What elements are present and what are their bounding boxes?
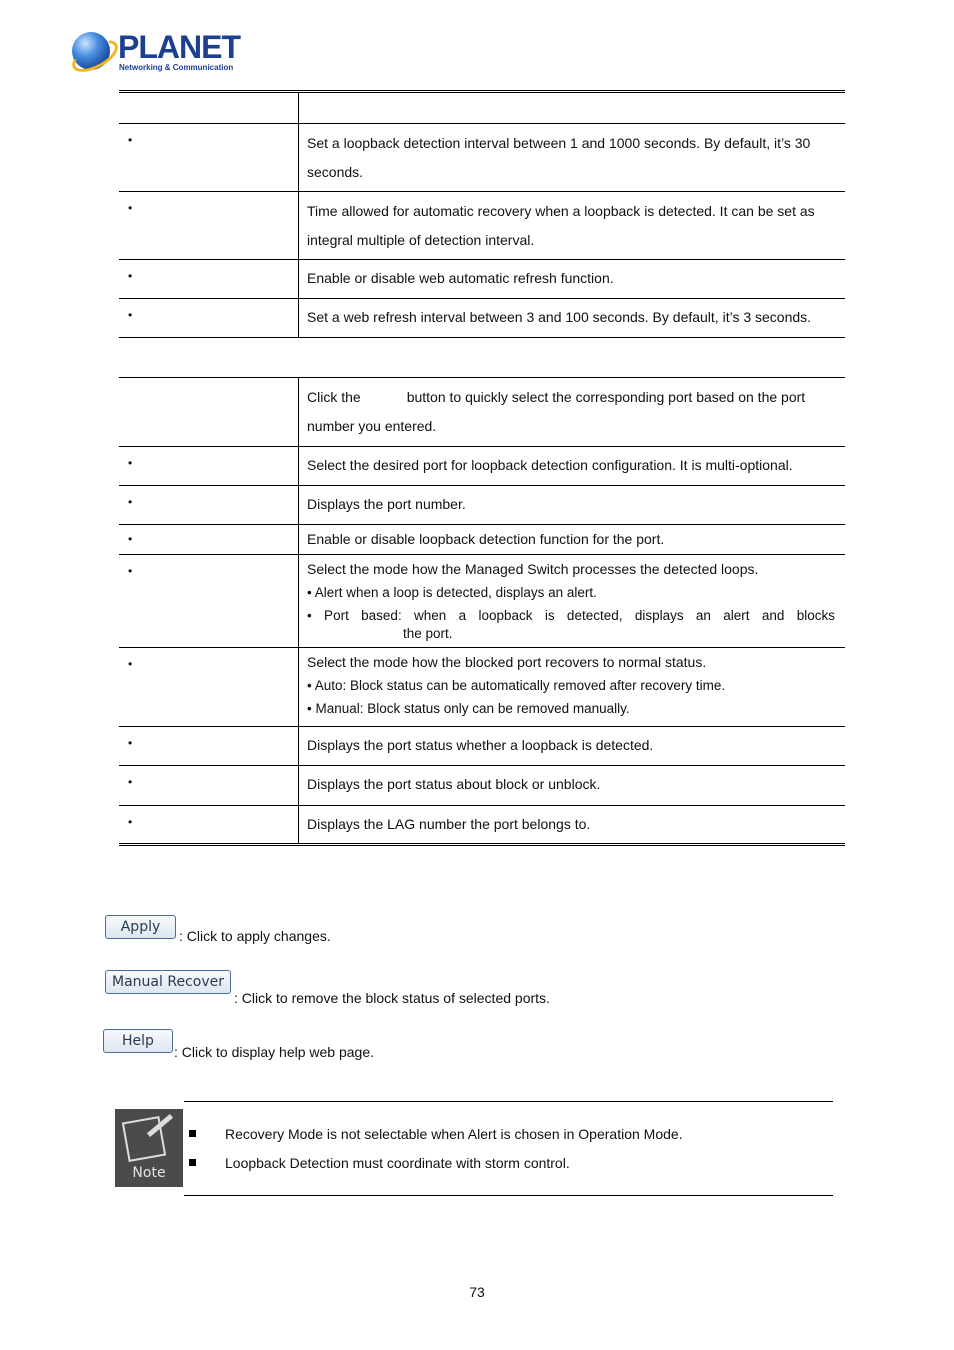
recovery-mode-text: Select the mode how the blocked port recovers to normal status. <box>307 654 707 670</box>
description-cell: Select the desired port for loopback detection configuration. It is multi-optional. <box>299 447 846 486</box>
operation-mode-port-based: • Port based: when a loopback is detected, displays an alert and blocks <box>307 608 835 623</box>
description-cell <box>299 92 846 124</box>
help-button-desc: : Click to display help web page. <box>174 1044 374 1060</box>
object-cell <box>119 806 299 845</box>
table-row <box>119 299 845 338</box>
description-cell <box>299 555 846 648</box>
operation-mode-port-based-cont: the port. <box>403 626 453 641</box>
bullet: • <box>128 133 133 147</box>
help-button[interactable]: Help <box>103 1029 173 1053</box>
table-row <box>119 766 845 806</box>
recovery-mode-auto: • Auto: Block status can be automatically removed after recovery time. <box>307 678 726 693</box>
page-number: 73 <box>469 1284 485 1300</box>
table-row <box>119 486 845 525</box>
description-cell: Time allowed for automatic recovery when a loopback is detected. It can be set as integral multiple of detection interval. <box>299 192 846 260</box>
manual-recover-button-desc: : Click to remove the block status of selected ports. <box>234 990 550 1006</box>
note-box <box>184 1101 833 1196</box>
description-cell: Set a loopback detection interval between 1 and 1000 seconds. By default, it’s 30 seconds. <box>299 124 846 192</box>
description-cell: Set a web refresh interval between 3 and 100 seconds. By default, it’s 3 seconds. <box>299 299 846 338</box>
table-row <box>119 124 845 192</box>
table-row <box>119 555 845 648</box>
apply-button[interactable]: Apply <box>105 915 176 939</box>
description-cell: Displays the port number. <box>299 486 846 525</box>
square-bullet-icon <box>189 1159 196 1166</box>
description-cell: Displays the port status about block or unblock. <box>299 766 846 806</box>
table-row <box>119 727 845 766</box>
description-cell: Displays the LAG number the port belongs to. <box>307 816 591 832</box>
square-bullet-icon <box>189 1130 196 1137</box>
table-row <box>119 447 845 486</box>
description-cell: Displays the port status whether a loopback is detected. <box>299 727 846 766</box>
select-text-after: button to quickly select the corresponding port based on the port number you entered. <box>307 389 806 434</box>
object-cell <box>119 766 299 806</box>
object-cell <box>119 378 299 447</box>
table-row <box>119 648 845 727</box>
manual-recover-button[interactable]: Manual Recover <box>105 970 231 994</box>
select-text-before: Click the <box>307 389 361 405</box>
description-cell <box>299 378 846 447</box>
table-row <box>119 806 845 845</box>
bullet: • <box>128 736 133 750</box>
planet-logo <box>72 30 242 74</box>
table-row <box>119 260 845 299</box>
object-cell <box>119 525 299 555</box>
bullet: • <box>128 495 133 509</box>
note-icon <box>115 1109 183 1187</box>
description-cell: Enable or disable web automatic refresh function. <box>299 260 846 299</box>
apply-button-desc: : Click to apply changes. <box>179 928 331 944</box>
table-row <box>119 525 845 555</box>
note-icon-label: Note <box>132 1165 166 1181</box>
logo-tagline: Networking & Communication <box>119 63 234 72</box>
bullet: • <box>128 775 133 789</box>
object-cell <box>119 447 299 486</box>
bullet: • <box>128 532 133 546</box>
object-cell <box>119 727 299 766</box>
table-row <box>119 378 845 447</box>
bullet: • <box>128 308 133 322</box>
object-cell <box>119 124 299 192</box>
bullet: • <box>128 815 133 829</box>
bullet: • <box>128 269 133 283</box>
object-cell <box>119 648 299 727</box>
bullet: • <box>128 657 133 671</box>
recovery-mode-manual: • Manual: Block status only can be removed manually. <box>307 701 630 716</box>
global-config-table <box>119 90 845 338</box>
table-row <box>119 92 845 124</box>
object-cell <box>119 192 299 260</box>
object-cell <box>119 92 299 124</box>
description-cell <box>299 648 846 727</box>
object-cell <box>119 555 299 648</box>
bullet: • <box>128 456 133 470</box>
description-cell: Enable or disable loopback detection function for the port. <box>299 525 846 555</box>
port-config-table <box>119 377 845 846</box>
object-cell <box>119 486 299 525</box>
logo-brand: PLANET <box>118 29 240 65</box>
operation-mode-alert: • Alert when a loop is detected, displays an alert. <box>307 585 597 600</box>
bullet: • <box>128 564 133 578</box>
object-cell <box>119 299 299 338</box>
note-item: Loopback Detection must coordinate with storm control. <box>225 1155 570 1171</box>
note-item: Recovery Mode is not selectable when Alert is chosen in Operation Mode. <box>225 1126 683 1142</box>
operation-mode-text: Select the mode how the Managed Switch processes the detected loops. <box>307 561 759 577</box>
table-row <box>119 192 845 260</box>
object-cell <box>119 260 299 299</box>
bullet: • <box>128 201 133 215</box>
